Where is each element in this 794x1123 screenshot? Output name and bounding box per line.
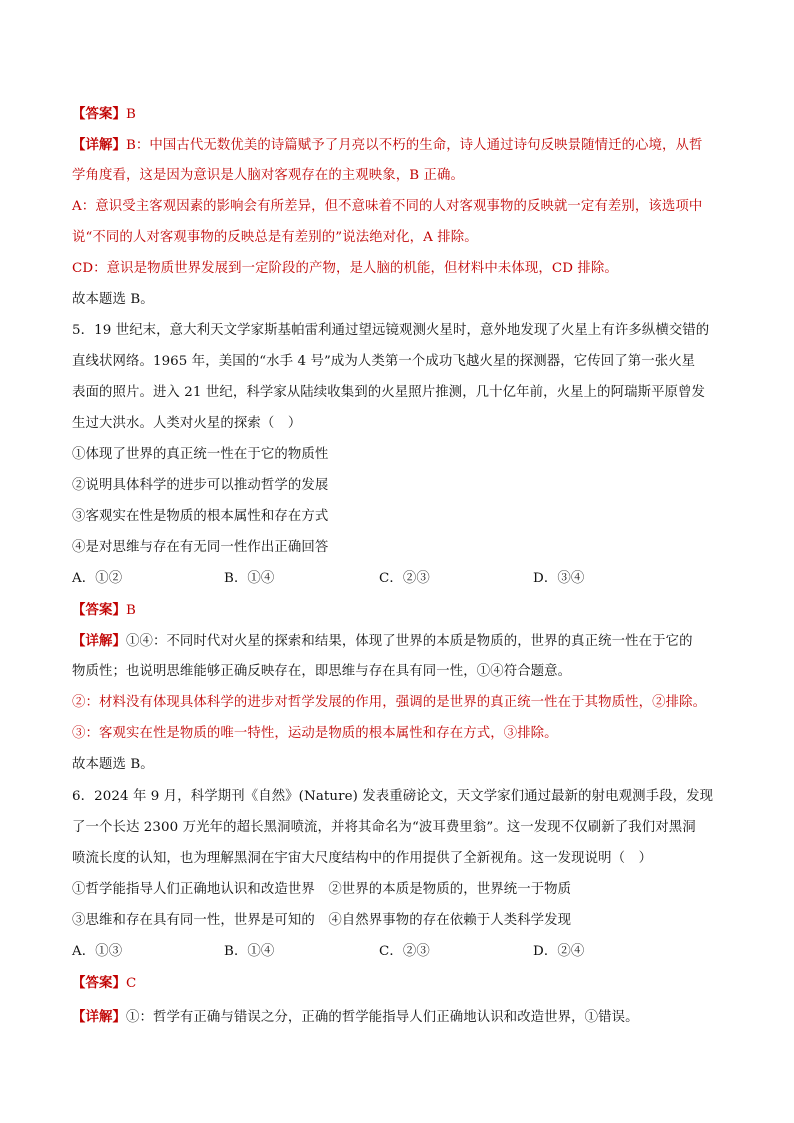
detail-text: ①④：不同时代对火星的探索和结果，体现了世界的本质是物质的，世界的真正统一性在于它的 xyxy=(125,634,693,649)
q4-detail-line-4: 说“不同的人对客观事物的反映总是有差别的”说法绝对化，A 排除。 xyxy=(72,230,478,245)
q5-stem-line-1: 5．19 世纪末，意大利天文学家斯基帕雷利通过望远镜观测火星时，意外地发现了火星上有许多纵横交错的 xyxy=(72,323,710,338)
q6-statement-row-2: ③思维和存在具有同一性，世界是可知的 ④自然界事物的存在依赖于人类科学发现 xyxy=(72,913,572,928)
q6-answer xyxy=(72,974,732,993)
q4-detail-line-3: A：意识受主客观因素的影响会有所差异，但不意味着不同的人对客观事物的反映就一定有差别，该选项中 xyxy=(72,199,703,214)
q5-stem-line-4: 生过大洪水。人类对火星的探索（ ） xyxy=(72,416,302,431)
answer-value: B xyxy=(125,603,136,618)
q6-option-d: D．②④ xyxy=(533,944,585,959)
q5-detail-line-3: ②：材料没有体现具体科学的进步对哲学发展的作用，强调的是世界的真正统一性在于其物质性，②排除。 xyxy=(72,695,707,710)
q6-stem-line-3: 喷流长度的认知，也为理解黑洞在宇宙大尺度结构中的作用提供了全新视角。这一发现说明（ ） xyxy=(72,851,653,866)
q6-option-b: B．①④ xyxy=(224,944,275,959)
q6-option-c: C．②③ xyxy=(379,944,430,959)
q5-option-b: B．①④ xyxy=(224,571,275,586)
q5-statement-3: ③客观实在性是物质的根本属性和存在方式 xyxy=(72,509,329,524)
answer-tag: 【答案】 xyxy=(72,602,126,618)
q5-conclusion: 故本题选 B。 xyxy=(72,757,154,772)
q5-detail-line-2: 物质性；也说明思维能够正确反映存在，即思维与存在具有同一性，①④符合题意。 xyxy=(72,664,572,679)
q4-conclusion: 故本题选 B。 xyxy=(72,292,154,307)
detail-text: ①：哲学有正确与错误之分，正确的哲学能指导人们正确地认识和改造世界，①错误。 xyxy=(125,1010,639,1025)
q5-option-a: A．①② xyxy=(72,571,123,586)
q5-detail-line-1 xyxy=(72,632,732,651)
q4-detail-line-5: CD：意识是物质世界发展到一定阶段的产物，是人脑的机能，但材料中未体现，CD 排除。 xyxy=(72,261,618,276)
q4-detail-line-1 xyxy=(72,136,732,155)
q6-statement-row-1: ①哲学能指导人们正确地认识和改造世界 ②世界的本质是物质的，世界统一于物质 xyxy=(72,882,572,897)
detail-tag: 【详解】 xyxy=(72,633,126,649)
q5-stem-line-2: 直线状网络。1965 年，美国的“水手 4 号”成为人类第一个成功飞越火星的探测器，它传回了第一张火星 xyxy=(72,354,696,369)
q5-statement-4: ④是对思维与存在有无同一性作出正确回答 xyxy=(72,540,329,555)
q5-option-d: D．③④ xyxy=(533,571,585,586)
q5-stem-line-3: 表面的照片。进入 21 世纪，科学家从陆续收集到的火星照片推测，几十亿年前，火星上的阿瑞斯平原曾发 xyxy=(72,385,706,400)
detail-tag: 【详解】 xyxy=(72,137,126,153)
q5-statement-1: ①体现了世界的真正统一性在于它的物质性 xyxy=(72,447,329,462)
answer-tag: 【答案】 xyxy=(72,975,126,991)
detail-tag: 【详解】 xyxy=(72,1009,126,1025)
q6-detail-line-1 xyxy=(72,1008,732,1027)
q6-option-a: A．①③ xyxy=(72,944,123,959)
q4-answer xyxy=(72,105,732,124)
q5-detail-line-4: ③：客观实在性是物质的唯一特性，运动是物质的根本属性和存在方式，③排除。 xyxy=(72,726,558,741)
answer-tag: 【答案】 xyxy=(72,106,126,122)
q5-statement-2: ②说明具体科学的进步可以推动哲学的发展 xyxy=(72,478,329,493)
q5-option-c: C．②③ xyxy=(379,571,430,586)
answer-value: C xyxy=(125,976,137,991)
q5-answer xyxy=(72,601,732,620)
q6-stem-line-2: 了一个长达 2300 万光年的超长黑洞喷流，并将其命名为“波耳费里翁”。这一发现不仅刷新了我们对黑洞 xyxy=(72,820,696,835)
q6-stem-line-1: 6．2024 年 9 月，科学期刊《自然》(Nature) 发表重磅论文，天文学家们通过最新的射电观测手段，发现 xyxy=(72,789,714,804)
q4-detail-line-2: 学角度看，这是因为意识是人脑对客观存在的主观映象，B 正确。 xyxy=(72,168,465,183)
answer-value: B xyxy=(125,107,136,122)
detail-text: B：中国古代无数优美的诗篇赋予了月亮以不朽的生命，诗人通过诗句反映景随情迁的心境，从哲 xyxy=(125,138,703,153)
